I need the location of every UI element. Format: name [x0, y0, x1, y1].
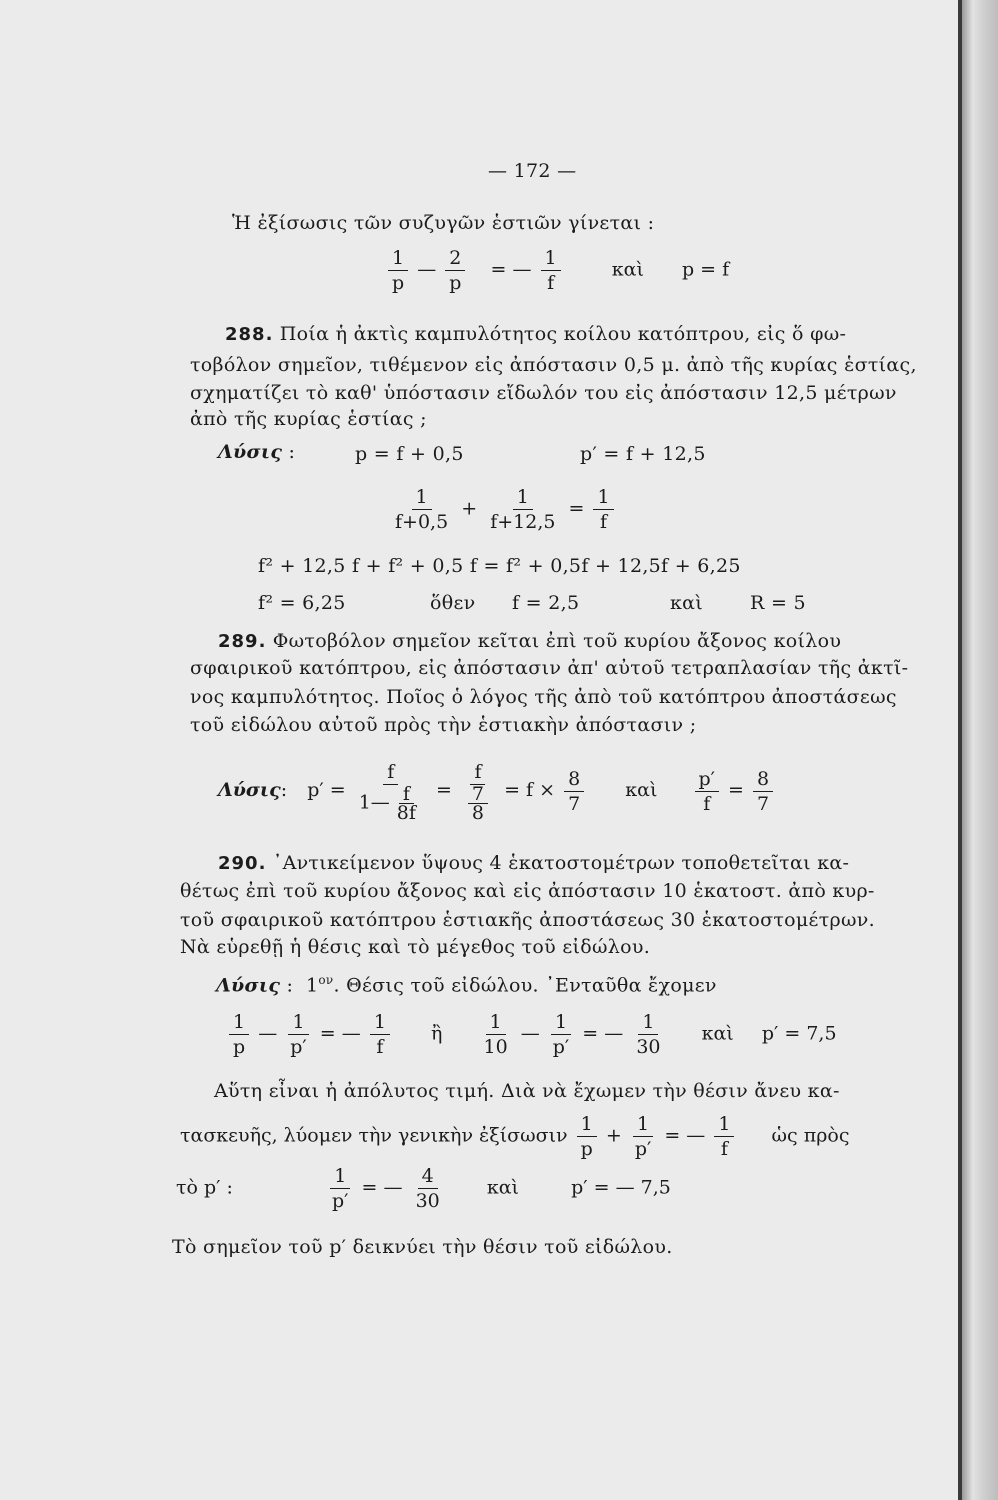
fraction: [388, 246, 408, 295]
lysis-label: Λύσις: [218, 441, 283, 463]
numerator: 2: [445, 246, 465, 271]
fraction: [714, 1112, 734, 1161]
numerator: 1: [638, 1010, 658, 1035]
fraction: [695, 767, 719, 816]
problem-288-line-2: τοβόλον σημεῖον, τιθέμενον εἰς ἀπόστασιν 0,5 μ. ἀπὸ τῆς κυρίας ἑστίας,: [190, 354, 917, 376]
nested-fraction: [468, 785, 488, 822]
numerator: 1: [330, 1164, 350, 1189]
problem-289-line-3: νος καμπυλότητος. Ποῖος ὁ λόγος τῆς ἀπὸ τοῦ κατόπτρου ἀποστάσεως: [190, 686, 897, 708]
operator: = —: [664, 1124, 706, 1147]
operator: +: [461, 497, 478, 520]
denominator: p′: [634, 1138, 652, 1160]
fraction: [549, 1010, 573, 1059]
operator: = —: [361, 1176, 403, 1199]
denominator: 30: [415, 1190, 440, 1212]
equation-290-a: [226, 1010, 837, 1059]
operator: = f ×: [504, 779, 556, 801]
text: Ποία ἡ ἀκτὶς καμπυλότητος κοίλου κατόπτρου, εἰς ὅ φω-: [279, 323, 847, 345]
text: Φωτοβόλον σημεῖον κεῖται ἐπὶ τοῦ κυρίου ἄξονος κοίλου: [272, 630, 842, 652]
numerator: 7: [468, 785, 488, 804]
word-kai: καὶ: [611, 258, 644, 281]
denominator: f: [547, 272, 555, 294]
denominator: 30: [636, 1036, 661, 1058]
denominator: [355, 785, 427, 822]
problem-289-line-2: σφαιρικοῦ κατόπτρου, εἰς ἀπόστασιν ἀπ' αὐτοῦ τετραπλασίαν τῆς ἀκτῖ-: [190, 657, 909, 679]
step-number: 1: [305, 974, 319, 997]
denominator: f+0,5: [395, 511, 449, 533]
intro-line: Ἡ ἐξίσωσις τῶν συζυγῶν ἑστιῶν γίνεται :: [232, 212, 655, 234]
denominator: p′: [290, 1036, 307, 1058]
problem-289-line-4: τοῦ εἰδώλου αὐτοῦ πρὸς τὴν ἑστιακὴν ἀπόστασιν ;: [190, 714, 697, 736]
result: p′ = 7,5: [761, 1022, 837, 1045]
denominator: f: [599, 511, 608, 533]
solution-288-label: [218, 441, 295, 463]
denominator: f: [376, 1036, 384, 1058]
operator: —: [258, 1022, 278, 1045]
colon: :: [286, 974, 294, 997]
equation-290-b: [176, 1164, 671, 1213]
numerator: 1: [593, 485, 613, 510]
operator: —: [520, 1022, 540, 1045]
text: τὸ p′ :: [176, 1176, 233, 1199]
fraction: [479, 1010, 511, 1059]
fraction: [445, 246, 465, 295]
one-minus: 1—: [358, 791, 390, 814]
numerator: 1: [541, 246, 561, 271]
colon: :: [288, 441, 296, 463]
problem-290-line-4: Νὰ εὑρεθῇ ἡ θέσις καὶ τὸ μέγεθος τοῦ εἰδώλου.: [180, 936, 651, 958]
problem-289-line-1: [218, 630, 841, 652]
problem-290-line-3: τοῦ σφαιρικοῦ κατόπτρου ἑστιακῆς ἀποστάσεως 30 ἑκατοστομέτρων.: [180, 909, 875, 931]
numerator: 1: [577, 1112, 597, 1137]
problem-number: 290.: [218, 853, 267, 874]
fraction: [461, 760, 495, 822]
operator: =: [435, 779, 452, 801]
fraction: [753, 767, 773, 816]
numerator: 1: [551, 1010, 571, 1035]
fraction: [391, 485, 452, 534]
numerator: 1: [486, 1010, 506, 1035]
denominator: p′: [332, 1190, 349, 1212]
denominator: p: [580, 1138, 593, 1160]
equation-289: [218, 760, 776, 822]
denominator: 8f: [396, 802, 416, 824]
operator: —: [417, 258, 437, 281]
denominator: f: [703, 792, 711, 815]
numerator: 1: [388, 246, 408, 271]
solution-288-a: p = f + 0,5: [355, 443, 464, 465]
numerator: 8: [753, 767, 773, 792]
general-equation-line: [180, 1112, 849, 1161]
result: p′ = — 7,5: [571, 1176, 671, 1199]
denominator: p: [449, 272, 462, 294]
problem-290-line-1: [218, 852, 849, 874]
fraction: [593, 485, 613, 534]
numerator: 1: [288, 1010, 308, 1035]
fraction: [370, 1010, 390, 1059]
numerator: 1: [229, 1010, 249, 1035]
denominator: 7: [568, 792, 581, 815]
expansion-288: f² + 12,5 f + f² + 0,5 f = f² + 0,5f + 12,5f + 6,25: [258, 555, 741, 577]
lysis-label: Λύσις: [218, 779, 281, 801]
text: τασκευῆς, λύομεν τὴν γενικὴν ἐξίσωσιν: [180, 1124, 568, 1147]
operator: = —: [582, 1022, 624, 1045]
denominator: 7: [757, 792, 770, 815]
fraction: [286, 1010, 310, 1059]
numerator: f: [383, 760, 398, 785]
equation-288-fractions: [388, 485, 617, 534]
result-288-b: ὅθεν: [430, 592, 476, 614]
fraction: [631, 1112, 655, 1161]
fraction: [328, 1164, 352, 1213]
numerator: 1: [370, 1010, 390, 1035]
solution-290-step: [216, 973, 717, 996]
p-prime: p′ =: [307, 779, 346, 801]
equation-tail: p = f: [681, 258, 730, 281]
numerator: f: [399, 785, 414, 804]
operator: =: [728, 779, 744, 801]
denominator: p: [392, 272, 405, 294]
nested-fraction: [393, 785, 420, 822]
result-288-a: f² = 6,25: [258, 592, 346, 614]
problem-288-line-1: [225, 323, 846, 345]
page-number: — 172 —: [488, 160, 577, 182]
word-kai: καὶ: [625, 779, 658, 801]
step-sup: ον: [318, 973, 334, 987]
result-288-c: f = 2,5: [512, 592, 580, 614]
word-kai: καὶ: [486, 1176, 519, 1199]
fraction: [229, 1010, 249, 1059]
fraction: [486, 485, 559, 534]
numerator: 1: [412, 485, 432, 510]
denominator: f+12,5: [490, 511, 556, 533]
problem-number: 289.: [218, 631, 267, 652]
denominator: 8: [471, 802, 485, 824]
denominator: p′: [552, 1036, 570, 1058]
numerator: 1: [633, 1112, 653, 1137]
numerator: f: [470, 760, 485, 785]
operator: =: [568, 497, 585, 520]
fraction: [541, 246, 561, 295]
numerator: 1: [714, 1112, 734, 1137]
operator: = —: [490, 258, 532, 281]
fraction: [412, 1164, 444, 1213]
lysis-label: Λύσις: [216, 974, 281, 997]
book-spine: [962, 0, 998, 1500]
word-or: ἢ: [431, 1022, 443, 1045]
numerator: 8: [564, 767, 584, 792]
problem-288-line-4: ἀπὸ τῆς κυρίας ἑστίας ;: [190, 408, 427, 430]
colon: :: [280, 779, 288, 801]
word-kai: καὶ: [701, 1022, 734, 1045]
result-288-e: R = 5: [750, 592, 806, 614]
denominator: f: [720, 1138, 728, 1160]
denominator: 10: [483, 1036, 508, 1058]
operator: = —: [319, 1022, 361, 1045]
numerator: 1: [513, 485, 533, 510]
final-line: Τὸ σημεῖον τοῦ p′ δεικνύει τὴν θέσιν τοῦ εἰδώλου.: [172, 1236, 673, 1258]
fraction: [577, 1112, 597, 1161]
denominator: p: [233, 1036, 246, 1058]
result-288-d: καὶ: [670, 592, 704, 614]
numerator: 4: [418, 1164, 438, 1189]
text: ᾿Αντικείμενον ὕψους 4 ἑκατοστομέτρων τοποθετεῖται κα-: [272, 852, 850, 874]
absolute-value-line: Αὕτη εἶναι ἡ ἀπόλυτος τιμή. Διὰ νὰ ἔχωμεν τὴν θέσιν ἄνευ κα-: [214, 1080, 840, 1102]
fraction: [632, 1010, 664, 1059]
problem-290-line-2: θέτως ἐπὶ τοῦ κυρίου ἄξονος καὶ εἰς ἀπόστασιν 10 ἑκατοστ. ἀπὸ κυρ-: [180, 880, 875, 902]
solution-288-b: p′ = f + 12,5: [580, 443, 706, 465]
fraction: [355, 760, 427, 822]
numerator: p′: [695, 767, 719, 792]
operator: +: [605, 1124, 622, 1147]
problem-288-line-3: σχηματίζει τὸ καθ' ὑπόστασιν εἴδωλόν του εἰς ἀπόστασιν 12,5 μέτρων: [190, 382, 897, 404]
denominator: [461, 785, 495, 822]
fraction: [564, 767, 584, 816]
equation-1: [385, 246, 729, 295]
text: ὡς πρὸς: [771, 1124, 850, 1147]
problem-number: 288.: [225, 324, 274, 345]
step-text: . Θέσις τοῦ εἰδώλου. ᾿Ενταῦθα ἔχομεν: [333, 974, 717, 997]
